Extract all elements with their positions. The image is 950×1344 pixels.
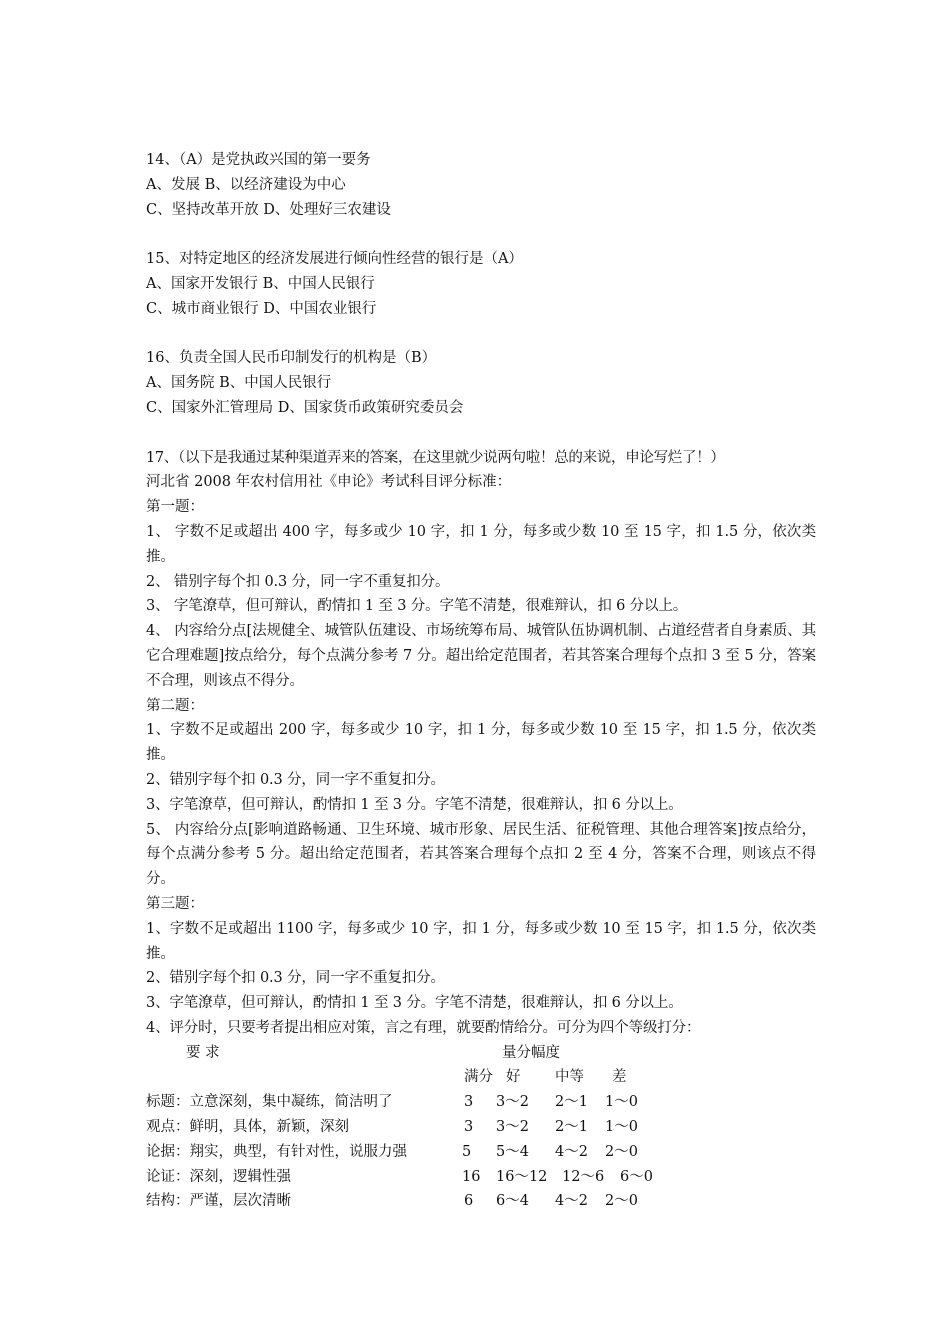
question-options: A、国家开发银行 B、中国人民银行: [146, 275, 375, 292]
question-14: [146, 148, 816, 222]
col-poor: 差: [612, 1069, 627, 1086]
row-good: 6～4: [496, 1193, 529, 1210]
spacer: [146, 222, 816, 247]
row-poor: 6～0: [620, 1168, 653, 1185]
spacer: [146, 322, 816, 347]
question-options: C、坚持改革开放 D、处理好三农建设: [146, 201, 391, 218]
question-options: C、城市商业银行 D、中国农业银行: [146, 300, 377, 317]
col-good: 好: [506, 1069, 521, 1086]
row-requirement: 论证：深刻，逻辑性强: [146, 1168, 291, 1185]
question-16: [146, 346, 816, 420]
part-3-item-4: 4、评分时，只要考者提出相应对策，言之有理，就要酌情给分。可分为四个等级打分：: [146, 1019, 701, 1036]
question-17: [146, 446, 816, 1215]
scoring-table: [146, 1041, 816, 1215]
question-15: [146, 247, 816, 321]
part-1-item-3: 3、 字笔潦草，但可辩认，酌情扣 1 至 3 分。字笔不清楚，很难辩认，扣 6 分以上。: [146, 598, 688, 615]
row-poor: 2～0: [605, 1193, 638, 1210]
question-options: A、发展 B、以经济建设为中心: [146, 176, 346, 193]
row-requirement: 观点：鲜明，具体，新颖，深刻: [146, 1119, 349, 1136]
header-score-range: 量分幅度: [502, 1044, 560, 1061]
table-row: [146, 1090, 816, 1115]
row-mid: 12～6: [562, 1168, 605, 1185]
part-3-item-2: 2、错别字每个扣 0.3 分，同一字不重复扣分。: [146, 970, 445, 987]
part-1-heading: 第一题：: [146, 499, 204, 516]
question-options: C、国家外汇管理局 D、国家货币政策研究委员会: [146, 399, 464, 416]
table-row: [146, 1115, 816, 1140]
row-full: 6: [464, 1193, 474, 1210]
part-2-item-2: 2、错别字每个扣 0.3 分，同一字不重复扣分。: [146, 771, 445, 788]
row-requirement: 论据：翔实，典型，有针对性，说服力强: [146, 1143, 407, 1160]
row-full: 3: [464, 1119, 474, 1136]
table-row: [146, 1189, 816, 1214]
part-3-item-3: 3、字笔潦草，但可辩认，酌情扣 1 至 3 分。字笔不清楚，很难辩认，扣 6 分以上。: [146, 995, 683, 1012]
table-row: [146, 1165, 816, 1190]
row-poor: 1～0: [605, 1094, 638, 1111]
row-good: 3～2: [496, 1119, 529, 1136]
row-poor: 2～0: [605, 1143, 638, 1160]
row-good: 5～4: [496, 1143, 529, 1160]
part-2-item-3: 3、字笔潦草，但可辩认，酌情扣 1 至 3 分。字笔不清楚，很难辩认，扣 6 分以上。: [146, 796, 683, 813]
table-header-row: [146, 1041, 816, 1066]
document-page: [146, 148, 816, 1214]
part-2-item-5: 5、 内容给分点[影响道路畅通、卫生环境、城市形象、居民生活、征税管理、其他合理答案]按点给分，每个点满分参考 5 分。超出给定范围者，若其答案合理每个点扣 2 至 4 分，答案不合理，则该点不得分。: [146, 821, 816, 888]
row-full: 5: [462, 1143, 472, 1160]
table-subheader-row: [146, 1065, 816, 1090]
question-stem: 16、负责全国人民币印制发行的机构是（B）: [146, 350, 437, 367]
part-3-item-1: 1、字数不足或超出 1100 字，每多或少 10 字，扣 1 分，每多或少数 10 至 15 字，扣 1.5 分，依次类推。: [146, 920, 816, 962]
question-options: A、国务院 B、中国人民银行: [146, 375, 332, 392]
col-medium: 中等: [555, 1069, 584, 1086]
question-17-intro: 17、（以下是我通过某种渠道弄来的答案，在这里就少说两句啦！总的来说，申论写烂了！）: [146, 449, 725, 466]
row-requirement: 结构：严谨，层次清晰: [146, 1193, 291, 1210]
row-mid: 4～2: [555, 1143, 588, 1160]
row-good: 16～12: [496, 1168, 548, 1185]
scoring-standard-title: 河北省 2008 年农村信用社《申论》考试科目评分标准：: [146, 474, 512, 491]
row-good: 3～2: [496, 1094, 529, 1111]
part-1-item-4: 4、 内容给分点[法规健全、城管队伍建设、市场统筹布局、城管队伍协调机制、占道经营者自身素质、其它合理难题]按点给分，每个点满分参考 7 分。超出给定范围者，若其答案合理每个点扣 3 至 5 分，答案不合理，则该点不得分。: [146, 623, 816, 689]
row-mid: 2～1: [555, 1094, 588, 1111]
spacer: [146, 421, 816, 446]
part-1-item-1: 1、 字数不足或超出 400 字，每多或少 10 字，扣 1 分，每多或少数 10 至 15 字，扣 1.5 分，依次类推。: [146, 523, 816, 565]
row-full: 3: [464, 1094, 474, 1111]
part-2-item-1: 1、字数不足或超出 200 字，每多或少 10 字，扣 1 分，每多或少数 10 至 15 字，扣 1.5 分，依次类推。: [146, 722, 816, 764]
part-1-item-2: 2、 错别字每个扣 0.3 分，同一字不重复扣分。: [146, 573, 450, 590]
row-full: 16: [462, 1168, 481, 1185]
row-mid: 4～2: [555, 1193, 588, 1210]
part-3-heading: 第三题：: [146, 895, 204, 912]
row-mid: 2～1: [555, 1119, 588, 1136]
part-2-heading: 第二题：: [146, 697, 204, 714]
header-requirement: 要 求: [186, 1044, 220, 1061]
table-row: [146, 1140, 816, 1165]
row-requirement: 标题：立意深刻，集中凝练，简洁明了: [146, 1094, 393, 1111]
row-poor: 1～0: [605, 1119, 638, 1136]
col-full-score: 满分: [464, 1069, 493, 1086]
question-stem: 15、对特定地区的经济发展进行倾向性经营的银行是（A）: [146, 251, 523, 268]
question-stem: 14、（A）是党执政兴国的第一要务: [146, 152, 371, 168]
